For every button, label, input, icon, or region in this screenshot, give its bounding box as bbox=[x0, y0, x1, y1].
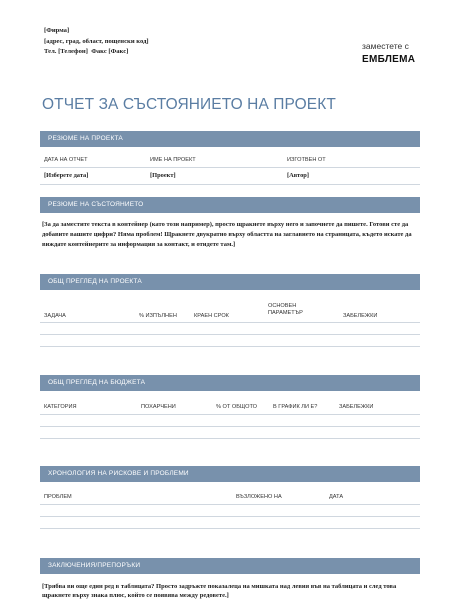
company-address: [адрес, град, област, пощенски код] bbox=[44, 37, 149, 45]
report-date-value[interactable]: [Изберете дата] bbox=[44, 172, 89, 179]
conclusions-text[interactable]: [Трябва ви още един ред в таблицата? Просто задръжте показалеца на мишката над левия във на таблицата и след това щракнете върху знака плюс, който се появява между редовете.] bbox=[42, 583, 397, 599]
column-header-percent-complete: % ИЗПЪЛНЕН bbox=[139, 313, 177, 319]
column-header-milestone: ОСНОВЕН ПАРАМЕТЪР bbox=[268, 303, 303, 316]
company-contacts bbox=[44, 47, 149, 58]
section-heading: РЕЗЮМЕ НА СЪСТОЯНИЕТО bbox=[48, 201, 144, 208]
section-heading: ХРОНОЛОГИЯ НА РИСКОВЕ И ПРОБЛЕМИ bbox=[48, 470, 189, 477]
column-header-prepared-by: ИЗГОТВЕН ОТ bbox=[287, 157, 326, 163]
section-band-conclusions bbox=[40, 558, 420, 574]
section-band-status-summary bbox=[40, 197, 420, 213]
section-band-budget-overview bbox=[40, 375, 420, 391]
table-divider bbox=[40, 334, 420, 335]
company-name: [Фирма] bbox=[44, 27, 70, 34]
table-divider bbox=[40, 346, 420, 347]
fax-label: Факс bbox=[91, 48, 107, 55]
column-header-category: КАТЕГОРИЯ bbox=[44, 404, 77, 410]
company-info bbox=[44, 26, 149, 58]
table-divider bbox=[40, 184, 420, 185]
logo-placeholder: ЕМБЛЕМА bbox=[362, 54, 416, 65]
status-summary-text[interactable]: [За да заместите текста в контейнер (като този например), просто щракнете върху него и започнете да пишете. Готови сте да добавите вашите цифри? Няма проблем! Щракнете двукратно върху областта на заглавието на страницата, където искате да виждате контейнерите за информация за контакт, и отидете там.] bbox=[42, 221, 412, 248]
column-header-due-date: КРАЕН СРОК bbox=[194, 313, 229, 319]
column-header-date: ДАТА bbox=[329, 494, 344, 500]
author-value[interactable]: [Автор] bbox=[287, 172, 309, 179]
column-header-notes: ЗАБЕЛЕЖКИ bbox=[343, 313, 378, 319]
table-divider bbox=[40, 504, 420, 505]
project-name-value[interactable]: [Проект] bbox=[150, 172, 176, 179]
section-heading: ОБЩ ПРЕГЛЕД НА ПРОЕКТА bbox=[48, 278, 142, 285]
fax-value: [Факс] bbox=[108, 48, 129, 55]
table-divider bbox=[40, 167, 420, 168]
table-divider bbox=[40, 438, 420, 439]
column-header-on-track: В ГРАФИК ЛИ Е? bbox=[273, 404, 318, 410]
table-divider bbox=[40, 516, 420, 517]
column-header-budget-notes: ЗАБЕЛЕЖКИ bbox=[339, 404, 374, 410]
column-header-assigned-to: ВЪЗЛОЖЕНО НА bbox=[236, 494, 282, 500]
page-title: ОТЧЕТ ЗА СЪСТОЯНИЕТО НА ПРОЕКТ bbox=[42, 96, 336, 113]
section-band-risks bbox=[40, 466, 420, 482]
column-header-task: ЗАДАЧА bbox=[44, 313, 66, 319]
section-heading: ОБЩ ПРЕГЛЕД НА БЮДЖЕТА bbox=[48, 379, 146, 386]
logo-placeholder-caption: заместете с bbox=[362, 41, 409, 51]
table-divider bbox=[40, 528, 420, 529]
column-header-spent: ПОХАРЧЕНИ bbox=[141, 404, 176, 410]
column-header-project-name: ИМЕ НА ПРОЕКТ bbox=[150, 157, 196, 163]
column-header-report-date: ДАТА НА ОТЧЕТ bbox=[44, 157, 88, 163]
phone-value: [Телефон] bbox=[58, 48, 88, 55]
column-header-percent-of-total: % ОТ ОБЩОТО bbox=[216, 404, 257, 410]
table-divider bbox=[40, 414, 420, 415]
section-heading: ЗАКЛЮЧЕНИЯ/ПРЕПОРЪКИ bbox=[48, 562, 141, 569]
table-divider bbox=[40, 322, 420, 323]
section-band-project-summary bbox=[40, 131, 420, 147]
section-heading: РЕЗЮМЕ НА ПРОЕКТА bbox=[48, 135, 123, 142]
section-band-project-overview bbox=[40, 274, 420, 290]
column-header-problem: ПРОБЛЕМ bbox=[44, 494, 72, 500]
table-divider bbox=[40, 426, 420, 427]
phone-label: Тел. bbox=[44, 48, 57, 55]
